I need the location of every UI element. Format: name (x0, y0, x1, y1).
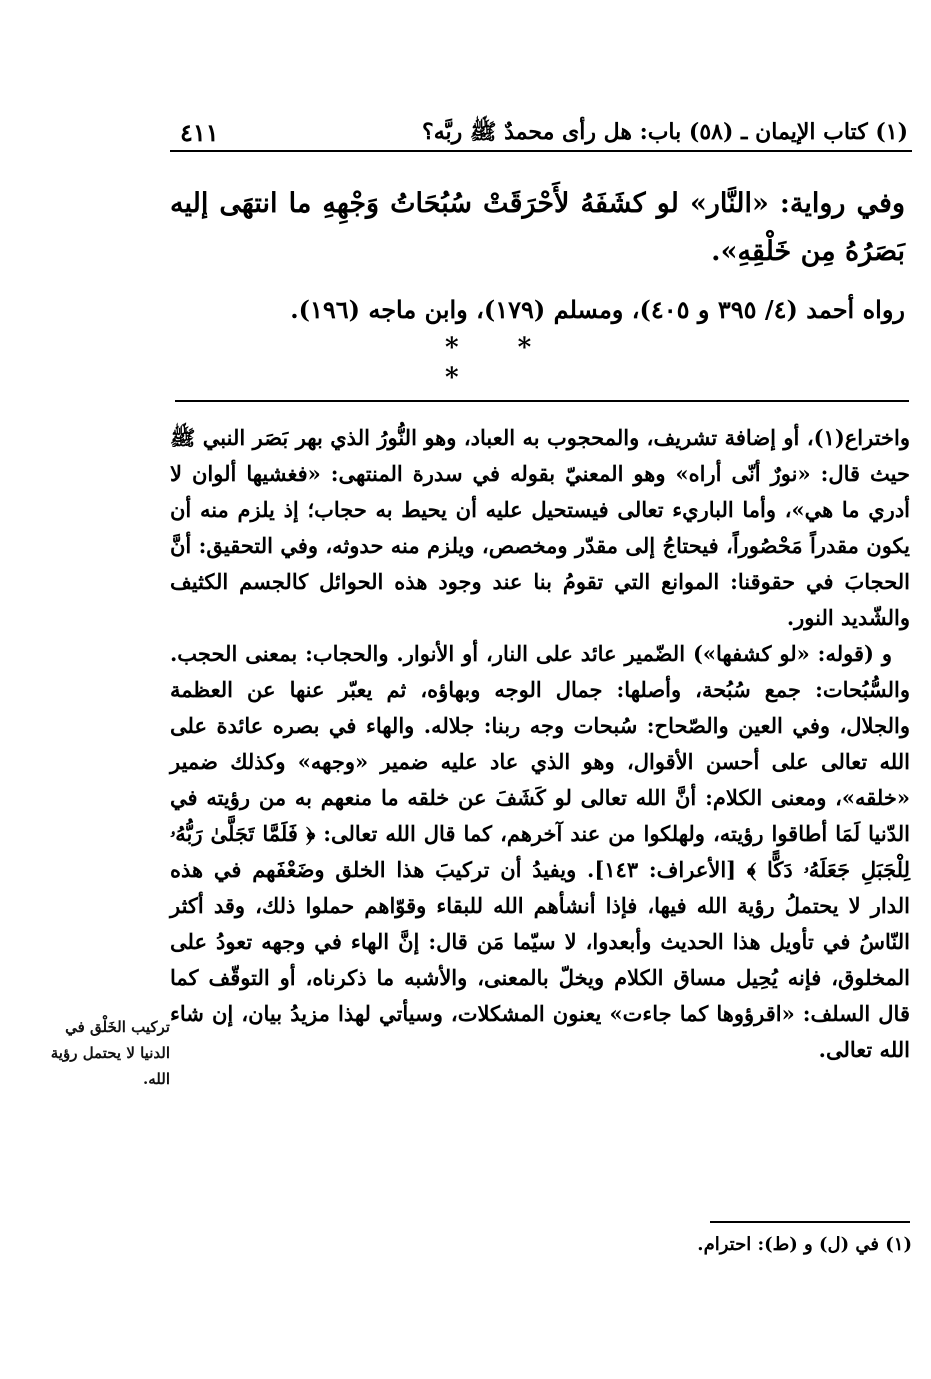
commentary-paragraph: واختراع(١)، أو إضافة تشريف، والمحجوب به العباد، وهو النُّورُ الذي بهر بَصَر النبي ﷺ حيث قال: «نورٌ أنّى أراه» وهو المعنيّ بقوله في سدرة المنتهى: «فغشيها ألوان لا أدري ما هي»، وأما الباريء تعالى فيستحيل عليه أن يحيط به حجاب؛ إذ يلزم منه أن يكون مقدراً مَحْصُوراً، فيحتاجُ إلى مقدّر ومخصص، ويلزم منه حدوثه، وفي التحقيق: أنَّ الحجابَ في حقوقنا: الموانع التي تقومُ بنا عند وجود هذه الحوائل كالجسم الكثيف والشّديد النور. (170, 425, 910, 630)
hadith-text: وفي رواية: «النَّار» لو كشَفَهُ لأَحْرَقَتْ سُبُحَاتُ وَجْهِهِ ما انتهَى إليه بَصَرُهُ مِن خَلْقِهِ». (170, 188, 905, 267)
footnote-rule (710, 1221, 910, 1223)
running-title: (١) كتاب الإيمان ـ (٥٨) باب: هل رأى محمدٌ ﷺ ربَّه؟ (422, 119, 908, 145)
footnote: (١) في (ل) و (ط): احترام. (697, 1234, 912, 1255)
commentary (170, 420, 910, 1068)
section-separator (445, 333, 645, 393)
hadith-reference: رواه أحمد (٤/ ٣٩٥ و ٤٠٥)، ومسلم (١٧٩)، وابن ماجه (١٩٦). (290, 295, 905, 324)
header-rule (170, 150, 912, 152)
margin-note: تركيب الخَلْق في الدنيا لا يحتمل رؤية الله. (50, 1018, 170, 1088)
page-header (172, 118, 908, 152)
commentary-divider (175, 400, 909, 402)
commentary-paragraph: و (قوله: «لو كشفها») الضّمير عائد على النار، أو الأنوار. والحجاب: بمعنى الحجب. والسُّبُحات: جمع سُبُحة، وأصلها: جمال الوجه وبهاؤه، ثم يعبّر عنها عن العظمة والجلال، وفي العين والصّحاح: سُبحات وجه ربنا: جلاله. والهاء في بصره عائدة على الله تعالى على أحسن الأقوال، وهو الذي عاد عليه ضمير «وجهه» وكذلك ضمير «خلقه»، ومعنى الكلام: أنَّ الله تعالى لو كَشَفَ عن خلقه ما منعهم به من رؤيته في الدّنيا لَمَا أطاقوا رؤيته، ولهلكوا من عند آخرهم، كما قال الله تعالى: ﴿ فَلَمَّا تَجَلَّىٰ رَبُّهُۥ لِلْجَبَلِ جَعَلَهُۥ دَكًّا ﴾ [الأعراف: ١٤٣]. ويفيدُ أن تركيبَ هذا الخلق وضَعْفَهم في هذه الدار لا يحتملُ رؤية الله فيها، فإذا أنشأهم الله للبقاء وقوّاهم حملوا ذلك، وقد أكثر النّاسُ في تأويل هذا الحديث وأبعدوا، لا سيّما مَن قال: إنَّ الهاء في وجهه تعودُ على المخلوق، فإنه يُحِيل مساق الكلام ويخلّ بالمعنى، والأشبه ما ذكرناه، أو التوقّف كما قال السلف: «اقرؤوها كما جاءت» يعنون المشكلات، وسيأتي لهذا مزيدُ بيان، إن شاء الله تعالى. (170, 641, 910, 1062)
star-ornament: * (517, 333, 532, 363)
page-number: ٤١١ (180, 118, 219, 147)
star-ornament: * (445, 333, 459, 363)
star-ornament: * (445, 363, 459, 393)
